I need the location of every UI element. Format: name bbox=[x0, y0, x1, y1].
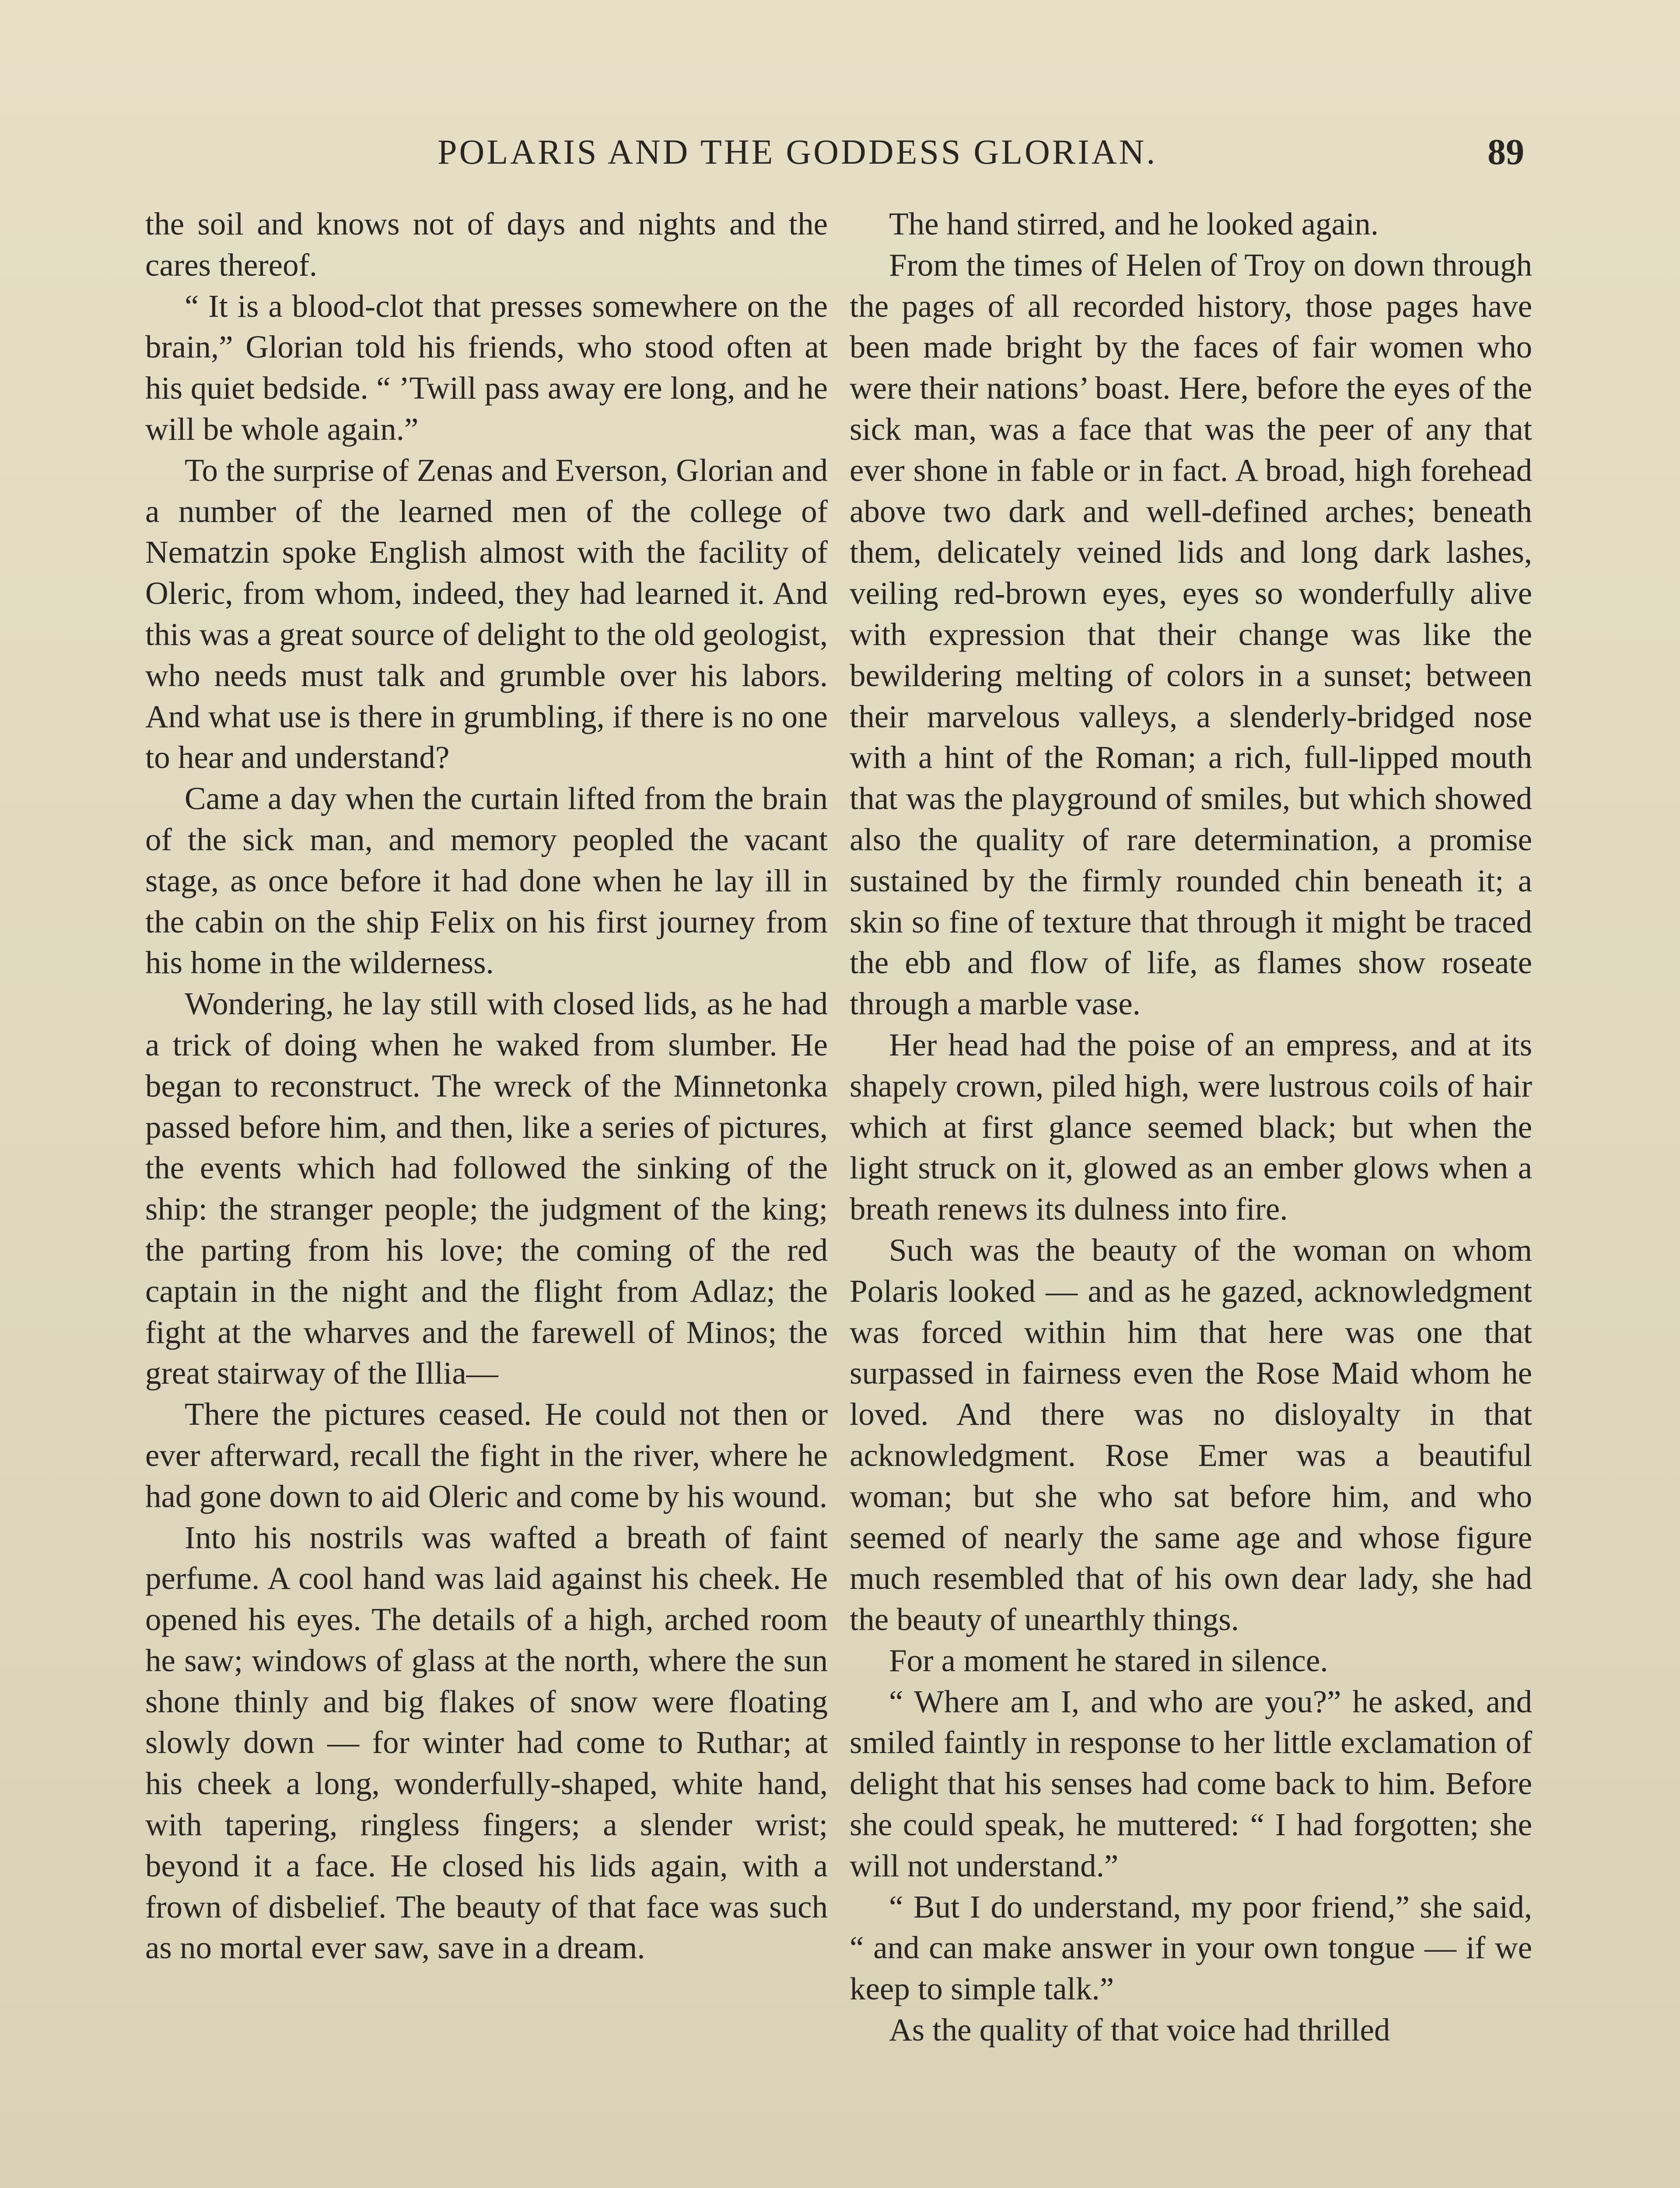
paragraph: Wondering, he lay still with closed lids, as he had a trick of doing when he waked from slumber. He began to reconstruct. The wreck of the Minnetonka passed before him, and then, like a series of pictures, the events which had followed the sinking of the ship: the stranger people; the judgment of the king; the parting from his love; the coming of the red captain in the night and the flight from Adlaz; the fight at the wharves and the farewell of Minos; the great stairway of the Illia— bbox=[145, 986, 828, 1391]
paragraph: “ It is a blood-clot that presses somewhere on the brain,” Glorian told his friends, who stood often at his quiet bedside. “ ’Twill pass away ere long, and he will be whole again.” bbox=[145, 288, 828, 447]
paragraph: There the pictures ceased. He could not then or ever afterward, recall the fight in the river, where he had gone down to aid Oleric and come by his wound. bbox=[145, 1396, 828, 1514]
paragraph: The hand stirred, and he looked again. bbox=[889, 206, 1379, 242]
paragraph: To the surprise of Zenas and Everson, Glorian and a number of the learned men of the college of Nematzin spoke English almost with the facility of Oleric, from whom, indeed, they had learned it. And this was a great source of delight to the old geologist, who needs must talk and grumble over his labors. And what use is there in grumbling, if there is no one to hear and understand? bbox=[145, 452, 828, 775]
paragraph: Such was the beauty of the woman on whom Polaris looked — and as he gazed, acknowledgment was forced within him that here was one that surpassed in fairness even the Rose Maid whom he loved. And there was no disloyalty in that acknowledgment. Rose Emer was a beautiful woman; but she who sat before him, and who seemed of nearly the same age and whose figure much resembled that of his own dear lady, she had the beauty of unearthly things. bbox=[850, 1232, 1532, 1637]
paragraph: “ But I do understand, my poor friend,” she said, “ and can make answer in your own tongue — if we keep to simple talk.” bbox=[850, 1889, 1532, 2007]
running-head bbox=[0, 126, 1680, 179]
paragraph: From the times of Helen of Troy on down through the pages of all recorded history, those pages have been made bright by the faces of fair women who were their nations’ boast. Here, before the eyes of the sick man, was a face that was the peer of any that ever shone in fable or in fact. A broad, high forehead above two dark and well-defined arches; beneath them, delicately veined lids and long dark lashes, veiling red-brown eyes, eyes so wonderfully alive with expression that their change was like the bewildering melting of colors in a sunset; between their marvelous valleys, a slenderly-bridged nose with a hint of the Roman; a rich, full-lipped mouth that was the playground of smiles, but which showed also the quality of rare determination, a promise sustained by the firmly rounded chin beneath it; a skin so fine of texture that through it might be traced the ebb and flow of life, as flames show roseate through a marble vase. bbox=[850, 247, 1532, 1022]
paragraph: “ Where am I, and who are you?” he asked, and smiled faintly in response to her little exclamation of delight that his senses had come back to him. Before she could speak, he muttered: “ I had forgotten; she will not understand.” bbox=[850, 1683, 1532, 1883]
paragraph: Her head had the poise of an empress, and at its shapely crown, piled high, were lustrous coils of hair which at first glance seemed black; but when the light struck on it, glowed as an ember glows when a breath renews its dulness into fire. bbox=[850, 1027, 1532, 1227]
page-number: 89 bbox=[1488, 132, 1524, 172]
paragraph: Came a day when the curtain lifted from the brain of the sick man, and memory peopled the vacant stage, as once before it had done when he lay ill in the cabin on the ship Felix on his first journey from his home in the wilderness. bbox=[145, 781, 828, 981]
right-column bbox=[850, 203, 1532, 2051]
running-head-title: POLARIS AND THE GODDESS GLORIAN. bbox=[438, 133, 1158, 172]
paragraph: As the quality of that voice had thrilled bbox=[889, 2012, 1390, 2048]
paragraph: For a moment he stared in silence. bbox=[889, 1642, 1328, 1678]
left-column bbox=[145, 203, 828, 1968]
paragraph: the soil and knows not of days and nights and the cares thereof. bbox=[145, 206, 828, 283]
paragraph: Into his nostrils was wafted a breath of faint perfume. A cool hand was laid against his cheek. He opened his eyes. The details of a high, arched room he saw; windows of glass at the north, where the sun shone thinly and big flakes of snow were floating slowly down — for winter had come to Ruthar; at his cheek a long, wonderfully-shaped, white hand, with tapering, ringless fingers; a slender wrist; beyond it a face. He closed his lids again, with a frown of disbelief. The beauty of that face was such as no mortal ever saw, save in a dream. bbox=[145, 1519, 828, 1966]
